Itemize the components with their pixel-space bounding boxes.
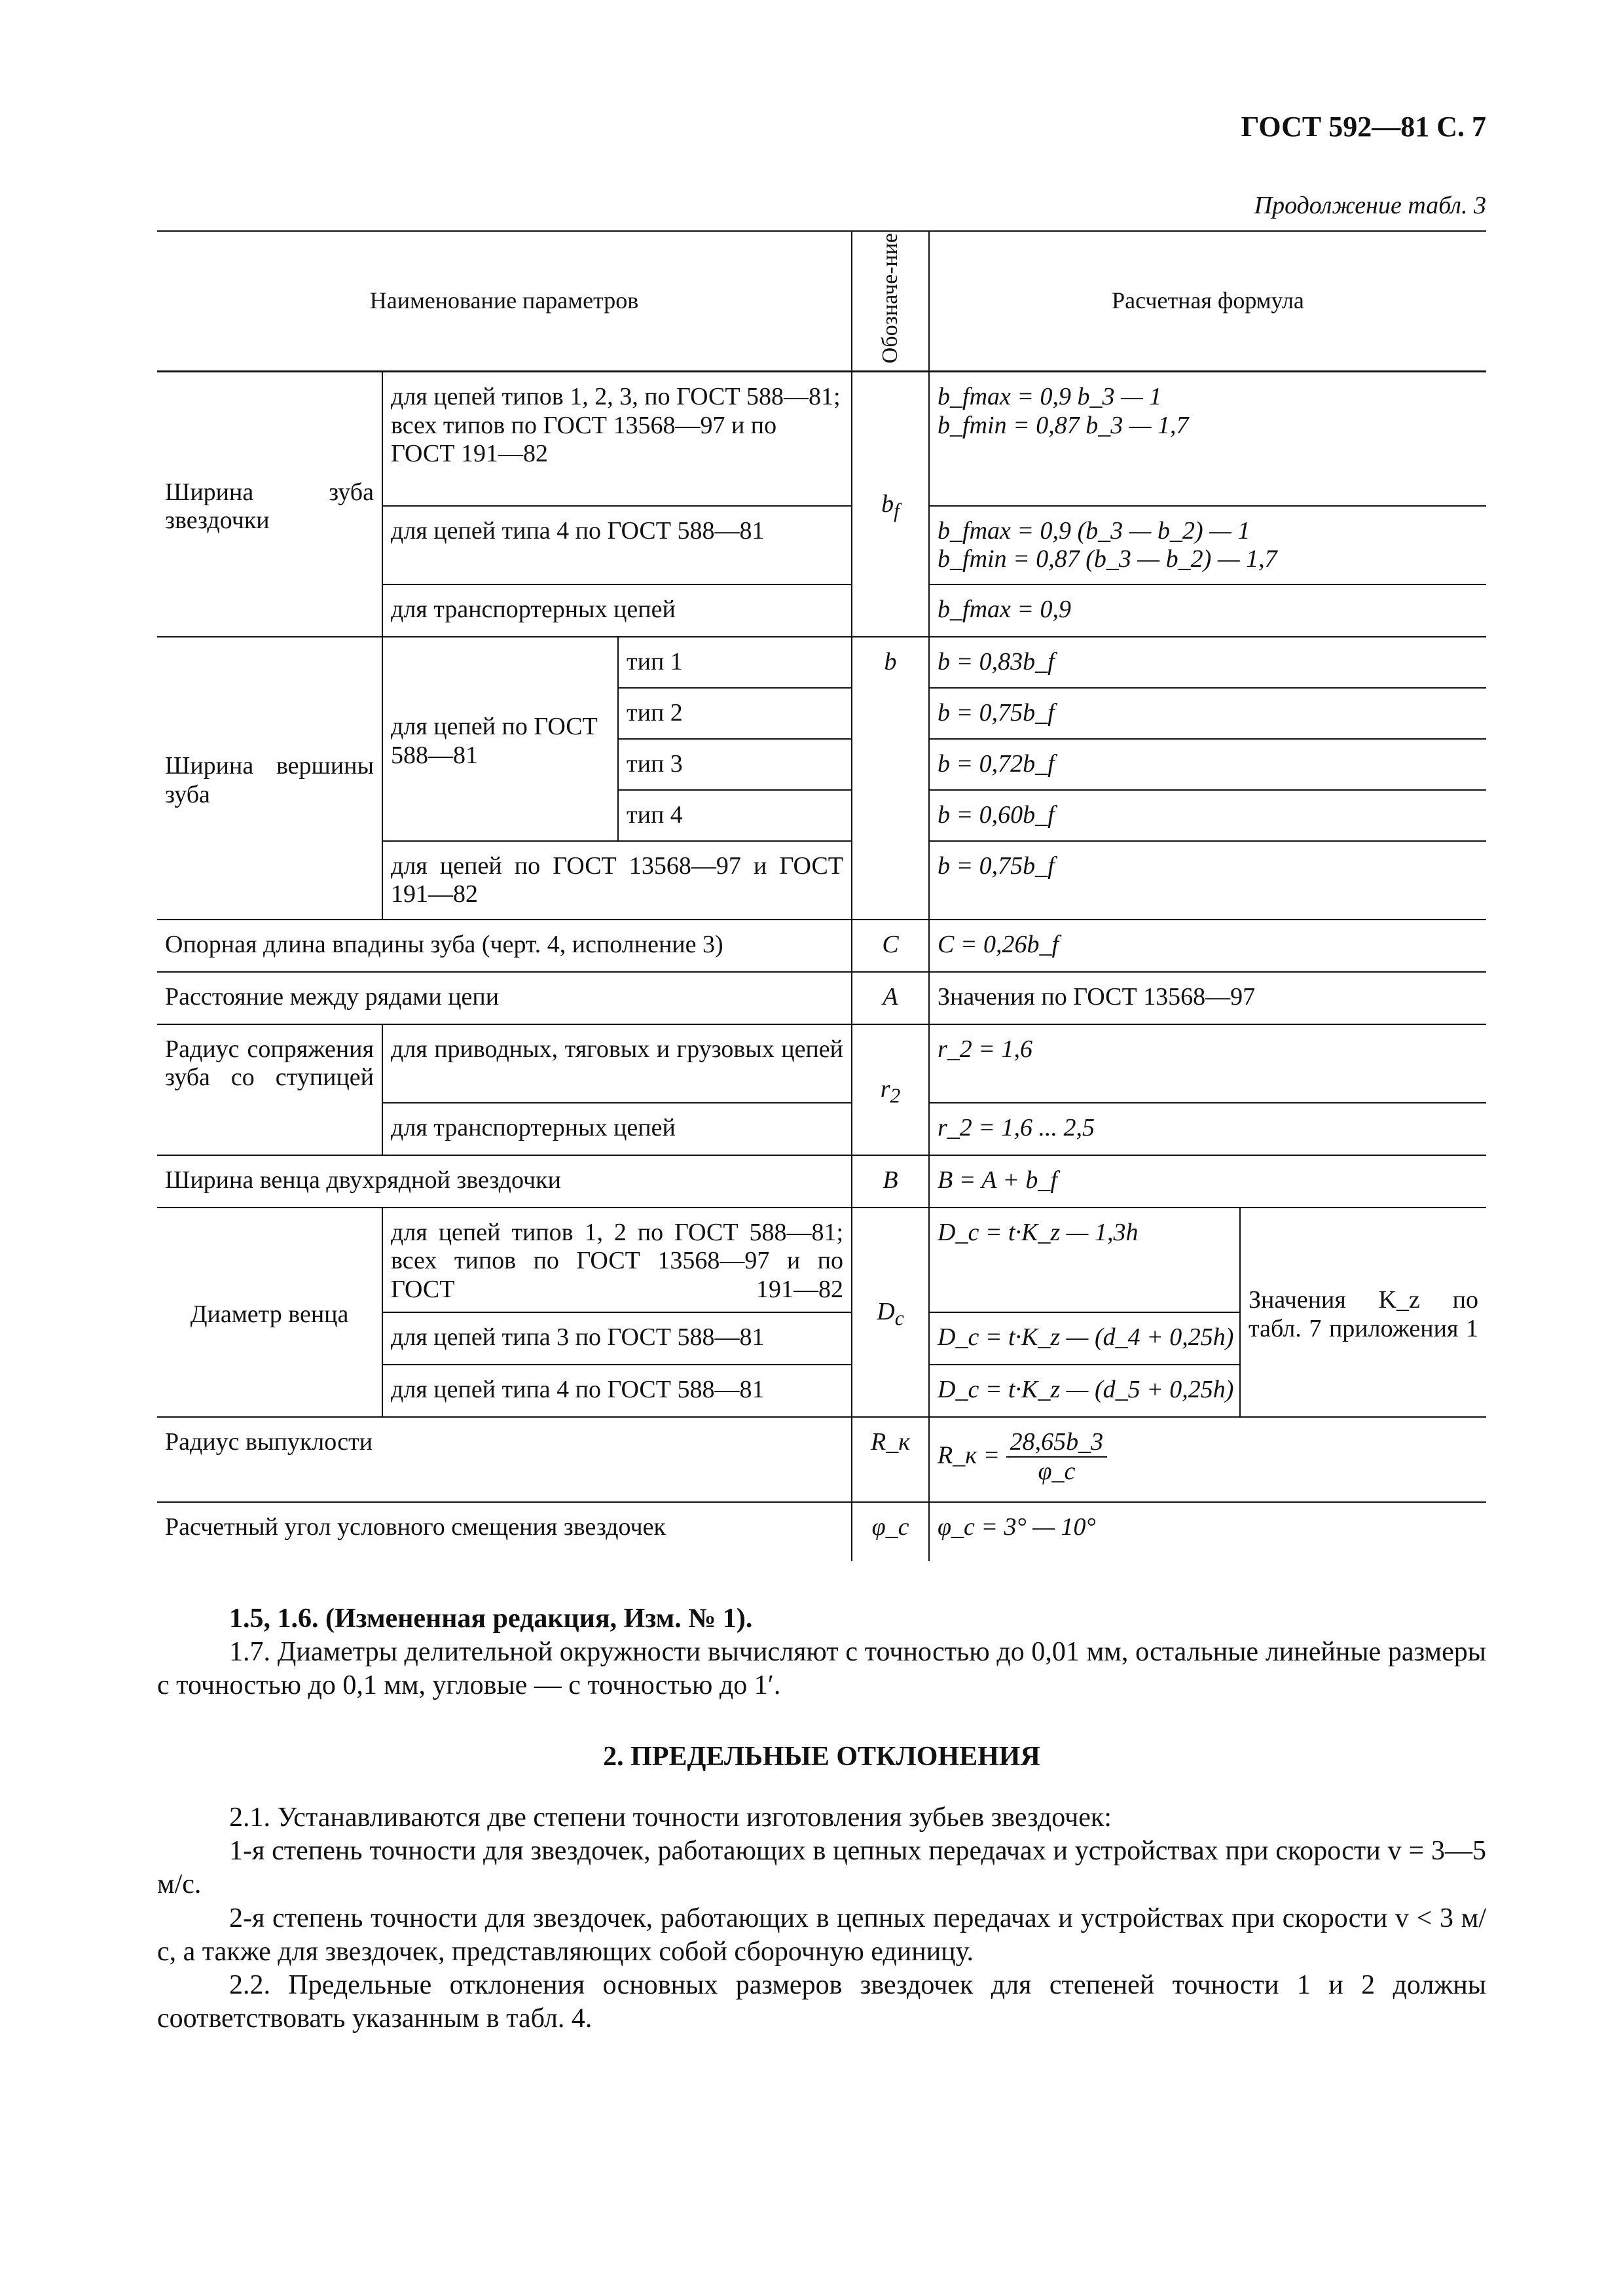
paragraph-1-7: 1.7. Диаметры делительной окружности вычисляют с точностью до 0,01 мм, остальные линейные размеры с точностью до 0,1 мм, угловые — с точностью до 1′. <box>157 1637 1486 1701</box>
row-distance-formula: Значения по ГОСТ 13568—97 <box>929 972 1486 1024</box>
rim-diameter-formula-3: D_c = t·K_z — (d_5 + 0,25h) <box>929 1365 1240 1417</box>
section-1-paragraphs <box>157 1602 1486 1703</box>
parameters-table <box>157 230 1486 1561</box>
tip-width-type-1: тип 1 <box>618 637 852 688</box>
table-row <box>157 1502 1486 1561</box>
rim-diameter-symbol: $D_c$ <box>852 1208 929 1417</box>
fillet-radius-symbol: $r_2$ <box>852 1024 929 1155</box>
table-row <box>157 1417 1486 1502</box>
tooth-width-cond-2: для цепей типа 4 по ГОСТ 588—81 <box>382 506 852 584</box>
tip-width-other-formula: b = 0,75b_f <box>929 841 1486 920</box>
table-row <box>157 920 1486 972</box>
tip-width-formula-2: b = 0,75b_f <box>929 688 1486 739</box>
fillet-radius-cond-2: для транспортерных цепей <box>382 1103 852 1155</box>
table-row <box>157 637 1486 688</box>
rim-diameter-cond-3: для цепей типа 4 по ГОСТ 588—81 <box>382 1365 852 1417</box>
paragraph-2-2: 2.2. Предельные отклонения основных размеров звездочек для степеней точности 1 и 2 должны соответствовать указанным в табл. 4. <box>157 1970 1486 2034</box>
section-2-title: 2. ПРЕДЕЛЬНЫЕ ОТКЛОНЕНИЯ <box>603 1742 1040 1772</box>
fillet-radius-formula-2: r_2 = 1,6 ... 2,5 <box>929 1103 1486 1155</box>
shift-angle-symbol: φ_c <box>852 1502 929 1561</box>
convexity-fraction: $\frac{28,65b\_3}{\varphi\_c}$ <box>1006 1428 1108 1486</box>
table-row <box>157 1208 1486 1312</box>
tip-width-formula-1: b = 0,83b_f <box>929 637 1486 688</box>
rim-diameter-formula-1: D_c = t·K_z — 1,3h <box>929 1208 1240 1312</box>
tooth-width-cond-1: для цепей типов 1, 2, 3, по ГОСТ 588—81; всех типов по ГОСТ 13568—97 и по ГОСТ 191—82 <box>382 372 852 506</box>
table-header-row <box>157 231 1486 372</box>
shift-angle-label: Расчетный угол условного смещения звездочек <box>157 1502 852 1561</box>
rim-diameter-cond-1: для цепей типов 1, 2 по ГОСТ 588—81; всех типов по ГОСТ 13568—97 и по ГОСТ 191—82 <box>382 1208 852 1312</box>
fillet-radius-formula-1: r_2 = 1,6 <box>929 1024 1486 1103</box>
tip-width-type-3: тип 3 <box>618 739 852 790</box>
header-formula: Расчетная формула <box>929 231 1486 372</box>
section-2-paragraphs <box>157 1801 1486 2036</box>
paragraph-2-1-a: 1-я степень точности для звездочек, работающих в цепных передачах и устройствах при скорости v = 3—5 м/с. <box>157 1836 1486 1900</box>
page-header: ГОСТ 592—81 С. 7 <box>1241 111 1486 143</box>
tip-width-type-2: тип 2 <box>618 688 852 739</box>
convexity-radius-label: Радиус выпуклости <box>157 1417 852 1502</box>
tooth-width-formula-1: b_fmax = 0,9 b_3 — 1 b_fmin = 0,87 b_3 — 1,7 <box>929 372 1486 506</box>
double-width-symbol: B <box>852 1155 929 1208</box>
tip-width-group-condition: для цепей по ГОСТ 588—81 <box>382 637 618 841</box>
row-distance-label: Расстояние между рядами цепи <box>157 972 852 1024</box>
table-row <box>157 372 1486 506</box>
tooth-width-cond-3: для транспортерных цепей <box>382 584 852 637</box>
convexity-radius-symbol: R_к <box>852 1417 929 1502</box>
table-row <box>157 1155 1486 1208</box>
tip-width-formula-4: b = 0,60b_f <box>929 790 1486 841</box>
tooth-width-symbol: $b_f$ <box>852 372 929 637</box>
rim-diameter-label: Диаметр венца <box>157 1208 382 1417</box>
double-width-formula: B = A + b_f <box>929 1155 1486 1208</box>
tip-width-label: Ширина вершины зуба <box>157 637 382 920</box>
convexity-radius-formula: R_к = $\frac{28,65b\_3}{\varphi\_c}$ <box>929 1417 1486 1502</box>
tip-width-symbol: b <box>852 637 929 920</box>
table-row <box>157 1024 1486 1103</box>
tip-width-type-4: тип 4 <box>618 790 852 841</box>
header-name: Наименование параметров <box>157 231 852 372</box>
table-continuation-label: Продолжение табл. 3 <box>1254 192 1486 219</box>
paragraph-2-1-b: 2-я степень точности для звездочек, работающих в цепных передачах и устройствах при скорости v < 3 м/с, а также для звездочек, представляющих собой сборочную единицу. <box>157 1903 1486 1967</box>
fillet-radius-cond-1: для приводных, тяговых и грузовых цепей <box>382 1024 852 1103</box>
support-length-formula: C = 0,26b_f <box>929 920 1486 972</box>
support-length-symbol: C <box>852 920 929 972</box>
rim-diameter-note: Значения K_z по табл. 7 приложения 1 <box>1240 1208 1486 1417</box>
double-width-label: Ширина венца двухрядной звездочки <box>157 1155 852 1208</box>
rim-diameter-formula-2: D_c = t·K_z — (d_4 + 0,25h) <box>929 1312 1240 1365</box>
tip-width-other-condition: для цепей по ГОСТ 13568—97 и ГОСТ 191—82 <box>382 841 852 920</box>
tip-width-formula-3: b = 0,72b_f <box>929 739 1486 790</box>
row-distance-symbol: A <box>852 972 929 1024</box>
rim-diameter-cond-2: для цепей типа 3 по ГОСТ 588—81 <box>382 1312 852 1365</box>
shift-angle-formula: φ_c = 3° — 10° <box>929 1502 1486 1561</box>
header-symbol: Обозначе-ние <box>852 231 929 372</box>
support-length-label: Опорная длина впадины зуба (черт. 4, исполнение 3) <box>157 920 852 972</box>
paragraph-2-1: 2.1. Устанавливаются две степени точности изготовления зубьев звездочек: <box>229 1803 1112 1833</box>
fillet-radius-label: Радиус сопряжения зуба со ступицей <box>157 1024 382 1155</box>
table-row <box>157 972 1486 1024</box>
tooth-width-label: Ширина зуба звездочки <box>165 478 374 535</box>
paragraph-1-5: 1.5, 1.6. (Измененная редакция, Изм. № 1). <box>229 1604 753 1634</box>
tooth-width-formula-2: b_fmax = 0,9 (b_3 — b_2) — 1 b_fmin = 0,87 (b_3 — b_2) — 1,7 <box>929 506 1486 584</box>
tooth-width-formula-3: b_fmax = 0,9 <box>929 584 1486 637</box>
